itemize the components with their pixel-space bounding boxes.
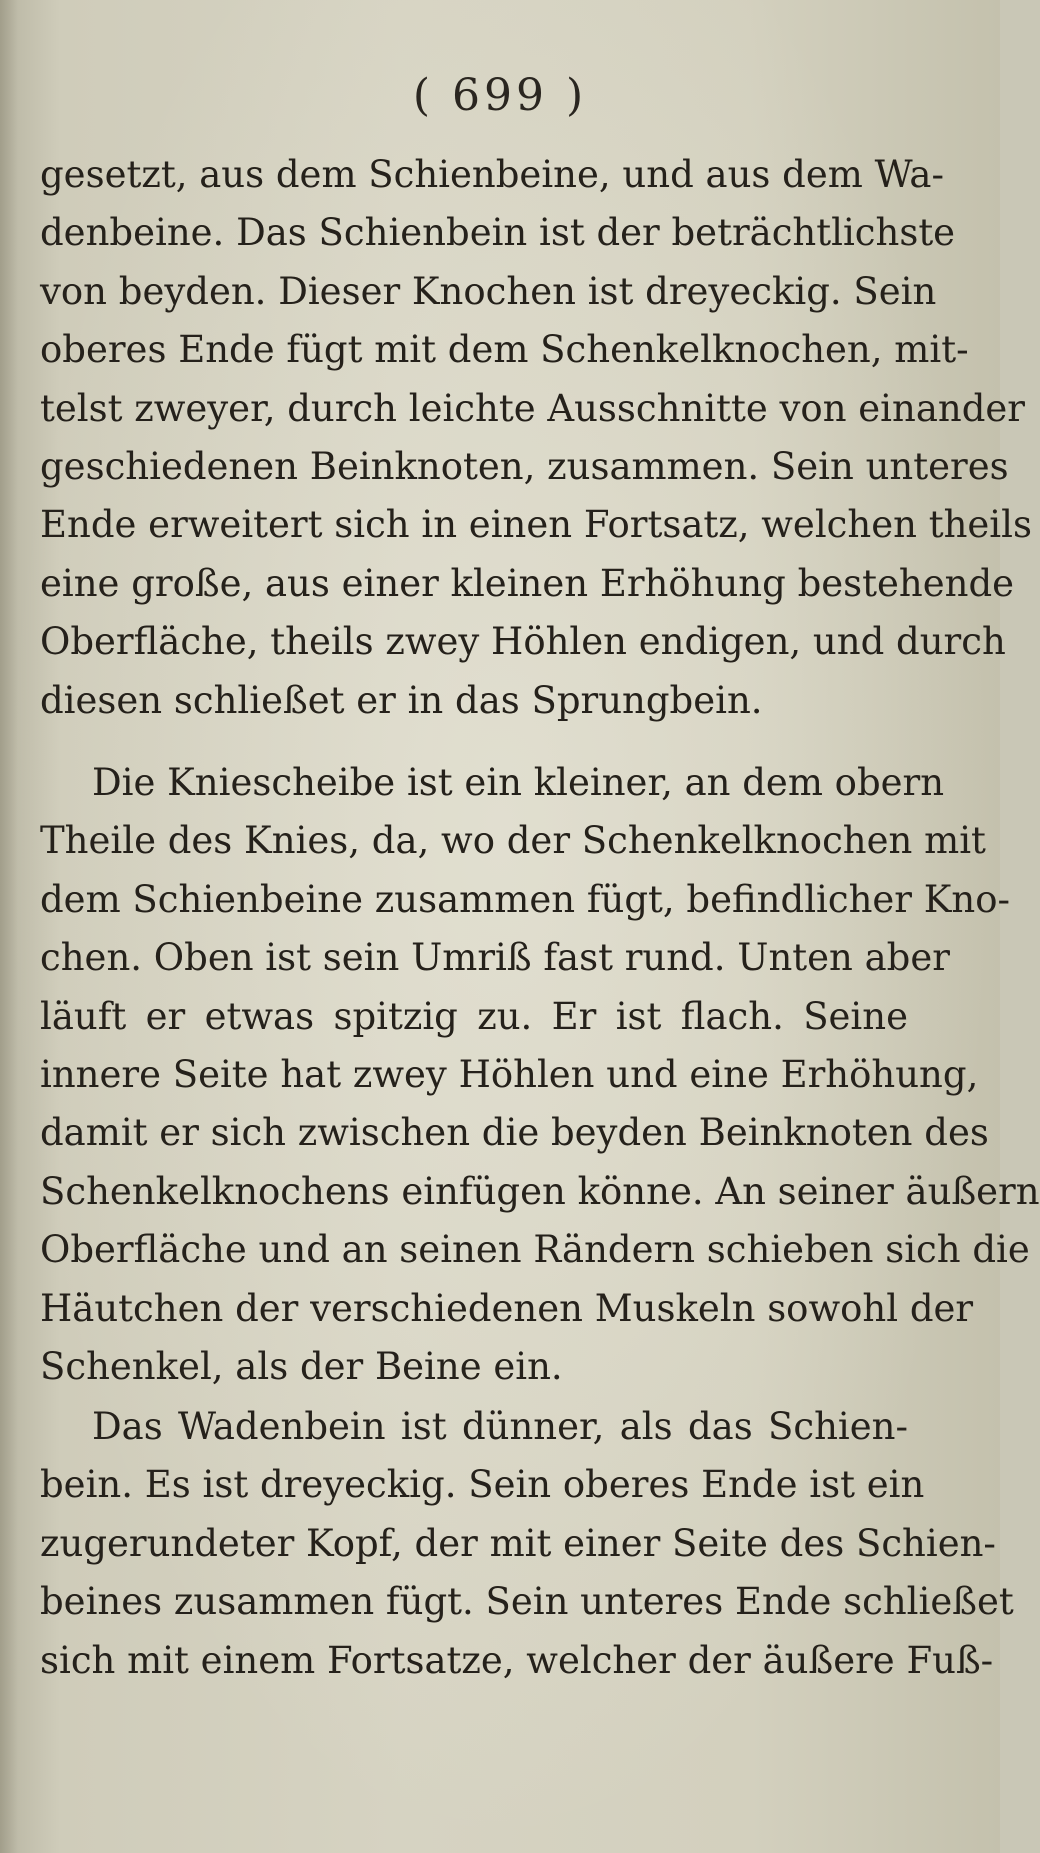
paragraph-3 bbox=[40, 1398, 1014, 1690]
text-line: innere Seite hat zwey Höhlen und eine Erhöhung, bbox=[40, 1052, 979, 1096]
text-line: bein. Es ist dreyeckig. Sein oberes Ende ist ein bbox=[40, 1463, 925, 1507]
text-line: damit er sich zwischen die beyden Beinknoten des bbox=[40, 1111, 989, 1155]
text-line: zugerundeter Kopf, der mit einer Seite des Schien- bbox=[40, 1521, 996, 1565]
text-line: gesetzt, aus dem Schienbeine, und aus dem Wa- bbox=[40, 153, 944, 196]
text-line: Oberfläche und an seinen Rändern schieben sich die bbox=[40, 1228, 1030, 1272]
paragraph-2 bbox=[40, 754, 1040, 1396]
text-line: Ende erweitert sich in einen Fortsatz, welchen theils bbox=[40, 503, 1032, 547]
text-line: Theile des Knies, da, wo der Schenkelknochen mit bbox=[40, 819, 986, 863]
text-line: telst zweyer, durch leichte Ausschnitte von einander bbox=[40, 386, 1025, 430]
text-line: von beyden. Dieser Knochen ist dreyeckig. Sein bbox=[40, 269, 937, 313]
text-line: oberes Ende fügt mit dem Schenkelknochen, mit- bbox=[40, 328, 969, 372]
text-line: denbeine. Das Schienbein ist der beträchtlichste bbox=[40, 211, 956, 255]
text-line: Das Wadenbein ist dünner, als das Schien- bbox=[92, 1405, 908, 1448]
text-line: dem Schienbeine zusammen fügt, befindlicher Kno- bbox=[40, 877, 1011, 921]
text-line: Schenkelknochens einfügen könne. An seiner äußern bbox=[40, 1169, 1040, 1213]
text-line: Oberfläche, theils zwey Höhlen endigen, und durch bbox=[40, 620, 1006, 664]
page-number: ( 699 ) bbox=[412, 70, 588, 121]
text-line: Die Kniescheibe ist ein kleiner, an dem obern bbox=[92, 761, 945, 804]
text-line: chen. Oben ist sein Umriß fast rund. Unten aber bbox=[40, 936, 950, 980]
text-line: geschiedenen Beinknoten, zusammen. Sein unteres bbox=[40, 444, 1009, 488]
paragraph-1 bbox=[40, 146, 1032, 730]
text-line: diesen schließet er in das Sprungbein. bbox=[40, 678, 763, 722]
text-line: Schenkel, als der Beine ein. bbox=[40, 1344, 563, 1388]
text-line: beines zusammen fügt. Sein unteres Ende schließet bbox=[40, 1580, 1014, 1624]
text-line: eine große, aus einer kleinen Erhöhung bestehende bbox=[40, 561, 1015, 605]
text-line: läuft er etwas spitzig zu. Er ist flach. Seine bbox=[40, 994, 908, 1038]
text-line: sich mit einem Fortsatze, welcher der äußere Fuß- bbox=[40, 1638, 994, 1682]
text-line: Häutchen der verschiedenen Muskeln sowohl der bbox=[40, 1286, 974, 1330]
